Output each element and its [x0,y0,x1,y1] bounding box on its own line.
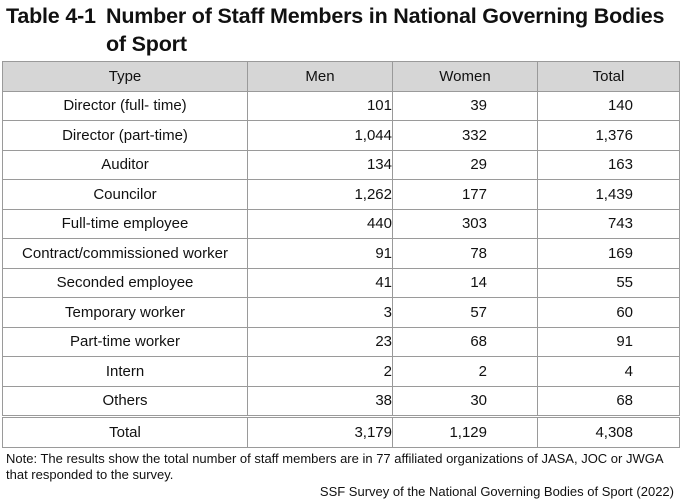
source-citation: SSF Survey of the National Governing Bodies of Sport (2022) [319,484,674,499]
women-cell: 30 [393,386,538,417]
type-cell: Contract/commissioned worker [3,239,248,269]
total-cell: 163 [538,150,680,180]
men-cell: 440 [248,209,393,239]
total-cell: 4 [538,357,680,387]
total-cell: 91 [538,327,680,357]
table-title-text: Number of Staff Members in National Governing Bodies of Sport [106,4,665,56]
men-cell: 1,044 [248,121,393,151]
men-cell: 3,179 [248,417,393,448]
table-row [3,180,680,210]
women-cell: 332 [393,121,538,151]
table-row [3,91,680,121]
type-cell: Total [3,417,248,448]
women-cell: 68 [393,327,538,357]
total-cell: 1,439 [538,180,680,210]
women-cell: 39 [393,91,538,121]
total-row [3,417,680,448]
women-cell: 14 [393,268,538,298]
women-cell: 2 [393,357,538,387]
type-cell: Intern [3,357,248,387]
header-total: Total [538,62,680,92]
header-men: Men [248,62,393,92]
total-cell: 4,308 [538,417,680,448]
men-cell: 91 [248,239,393,269]
table-row [3,209,680,239]
men-cell: 101 [248,91,393,121]
men-cell: 38 [248,386,393,417]
type-cell: Councilor [3,180,248,210]
women-cell: 78 [393,239,538,269]
header-type: Type [3,62,248,92]
total-cell: 55 [538,268,680,298]
table-row [3,239,680,269]
type-cell: Director (part-time) [3,121,248,151]
type-cell: Director (full- time) [3,91,248,121]
table-note: Note: The results show the total number of staff members are in 77 affiliated organizations of JASA, JOC or JWGA that responded to the survey. [6,451,663,482]
staff-table [2,61,680,448]
total-cell: 1,376 [538,121,680,151]
type-cell: Auditor [3,150,248,180]
total-cell: 68 [538,386,680,417]
table-number: Table 4-1 [6,4,96,28]
table-row [3,327,680,357]
men-cell: 1,262 [248,180,393,210]
men-cell: 41 [248,268,393,298]
women-cell: 303 [393,209,538,239]
total-cell: 743 [538,209,680,239]
table-row [3,268,680,298]
total-cell: 169 [538,239,680,269]
table-body [3,91,680,447]
women-cell: 1,129 [393,417,538,448]
women-cell: 57 [393,298,538,328]
table-title [6,2,682,58]
type-cell: Seconded employee [3,268,248,298]
type-cell: Full-time employee [3,209,248,239]
table-row [3,150,680,180]
table-row [3,298,680,328]
type-cell: Temporary worker [3,298,248,328]
women-cell: 177 [393,180,538,210]
total-cell: 60 [538,298,680,328]
men-cell: 134 [248,150,393,180]
table-row [3,121,680,151]
table-row [3,386,680,417]
men-cell: 3 [248,298,393,328]
women-cell: 29 [393,150,538,180]
total-cell: 140 [538,91,680,121]
header-women: Women [393,62,538,92]
type-cell: Part-time worker [3,327,248,357]
type-cell: Others [3,386,248,417]
men-cell: 23 [248,327,393,357]
header-row [3,62,680,92]
men-cell: 2 [248,357,393,387]
table-row [3,357,680,387]
